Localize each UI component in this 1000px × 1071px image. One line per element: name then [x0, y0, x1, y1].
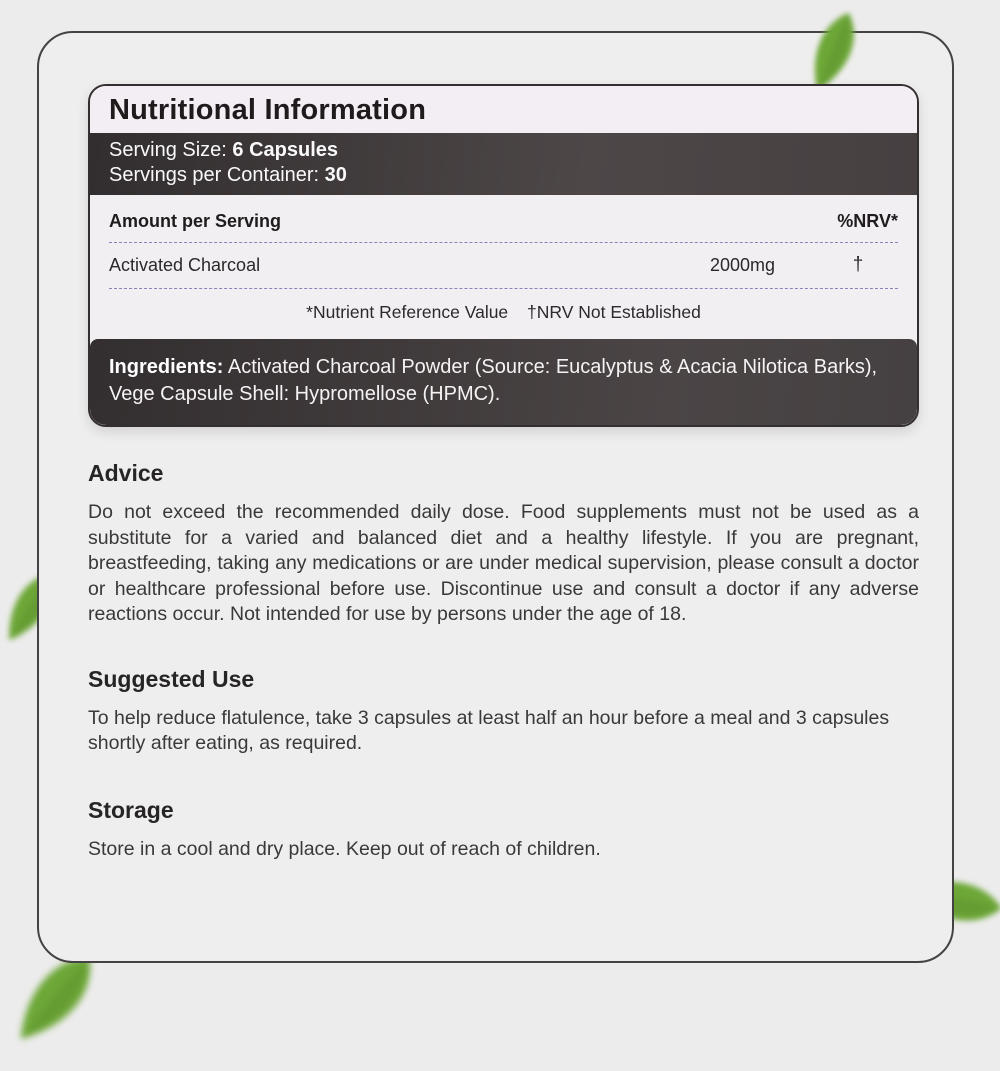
serving-info-bar [90, 133, 917, 195]
nutrient-table [90, 195, 917, 339]
servings-per-container-label: Servings per Container: [109, 164, 320, 186]
label-text-sections [88, 460, 919, 862]
nutrition-panel [88, 84, 919, 427]
nutrient-name: Activated Charcoal [109, 254, 261, 275]
servings-per-container-line [109, 163, 898, 188]
ingredients-text: Activated Charcoal Powder (Source: Eucalyptus & Acacia Nilotica Barks), Vege Capsule Shell: Hypromellose (HPMC). [109, 356, 878, 405]
nutrient-nrv-dagger: † [852, 254, 864, 275]
table-row [109, 243, 898, 288]
serving-size-line [109, 138, 898, 163]
amount-per-serving-header: Amount per Serving [109, 211, 282, 231]
servings-per-container-value: 30 [324, 164, 347, 186]
advice-body: Do not exceed the recommended daily dose. Food supplements must not be used as a substitute for a varied and balanced diet and a healthy lifestyle. If you are pregnant, breastfeeding, taking any medications or are under medical supervision, please consult a doctor or healthcare professional before use. Discontinue use and consult a doctor if any adverse reactions occur. Not intended for use by persons under the age of 18. [88, 501, 919, 625]
suggested-use-body: To help reduce flatulence, take 3 capsules at least half an hour before a meal and 3 capsules shortly after eating, as required. [88, 706, 890, 754]
footnote-nrv-definition: *Nutrient Reference Value [306, 302, 509, 322]
nutrient-amount: 2000mg [709, 254, 775, 275]
ingredients-box [90, 339, 917, 425]
footnote-nrv-not-established: †NRV Not Established [527, 302, 701, 322]
storage-body: Store in a cool and dry place. Keep out of reach of children. [88, 837, 601, 860]
ingredients-label: Ingredients: [109, 356, 224, 378]
serving-size-label: Serving Size: [109, 139, 227, 161]
suggested-use-heading: Suggested Use [88, 665, 255, 692]
storage-heading: Storage [88, 796, 174, 823]
advice-heading: Advice [88, 460, 164, 486]
panel-title: Nutritional Information [90, 86, 917, 133]
nrv-header: %NRV* [837, 211, 898, 231]
table-header-row [109, 207, 898, 242]
table-footnote [109, 289, 898, 339]
serving-size-value: 6 Capsules [232, 139, 339, 161]
